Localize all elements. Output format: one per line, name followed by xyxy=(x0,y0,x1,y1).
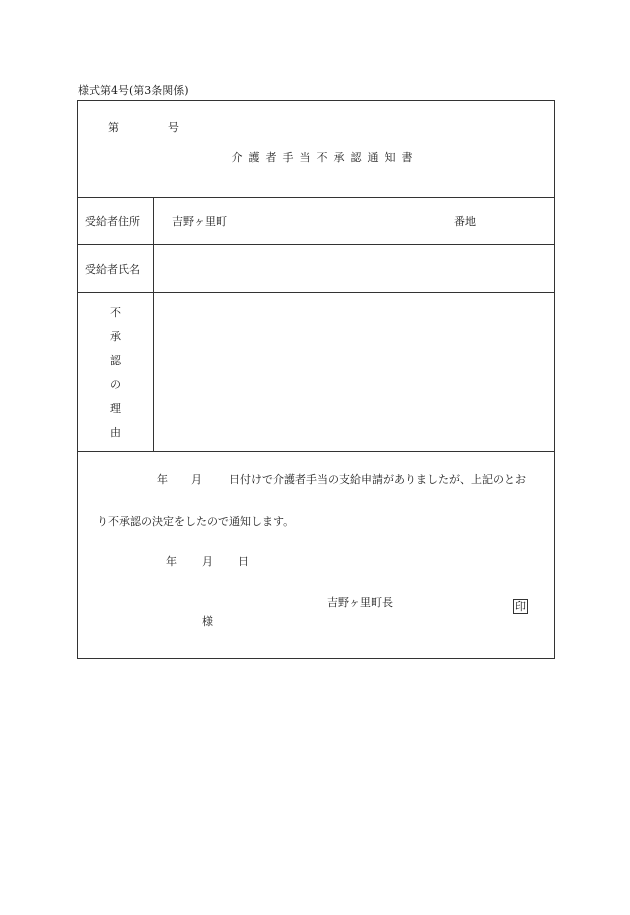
date-month: 月 xyxy=(202,555,213,568)
form-number-label: 様式第4号(第3条関係) xyxy=(78,84,189,97)
label-column-divider xyxy=(153,197,154,451)
address-label: 受給者住所 xyxy=(85,215,140,228)
issuer-name: 吉野ヶ里町長 xyxy=(327,596,393,609)
reason-label-char: 認 xyxy=(110,354,121,367)
reason-label-char: の xyxy=(110,378,121,391)
address-town: 吉野ヶ里町 xyxy=(172,215,227,228)
reason-label-char: 承 xyxy=(110,330,121,343)
recipient-honorific: 様 xyxy=(202,615,213,628)
name-label: 受給者氏名 xyxy=(85,263,140,276)
document-title: 介護者手当不承認通知書 xyxy=(231,151,419,164)
number-suffix: 号 xyxy=(168,121,179,134)
reason-label-char: 理 xyxy=(110,402,121,415)
date-day: 日 xyxy=(238,555,249,568)
reason-label-char: 不 xyxy=(110,306,121,319)
number-prefix: 第 xyxy=(108,121,119,134)
body-month: 月 xyxy=(191,473,202,486)
divider xyxy=(78,197,554,198)
body-line2: り不承認の決定をしたので通知します。 xyxy=(97,515,295,528)
body-line1: 日付けで介護者手当の支給申請がありましたが、上記のとお xyxy=(229,473,526,486)
date-year: 年 xyxy=(166,555,177,568)
notice-form-frame xyxy=(77,100,555,659)
divider xyxy=(78,292,554,293)
reason-label-char: 由 xyxy=(110,426,121,439)
divider xyxy=(78,451,554,452)
seal-stamp: 印 xyxy=(515,600,526,613)
address-suffix: 番地 xyxy=(454,215,476,228)
divider xyxy=(78,244,554,245)
body-year: 年 xyxy=(157,473,168,486)
